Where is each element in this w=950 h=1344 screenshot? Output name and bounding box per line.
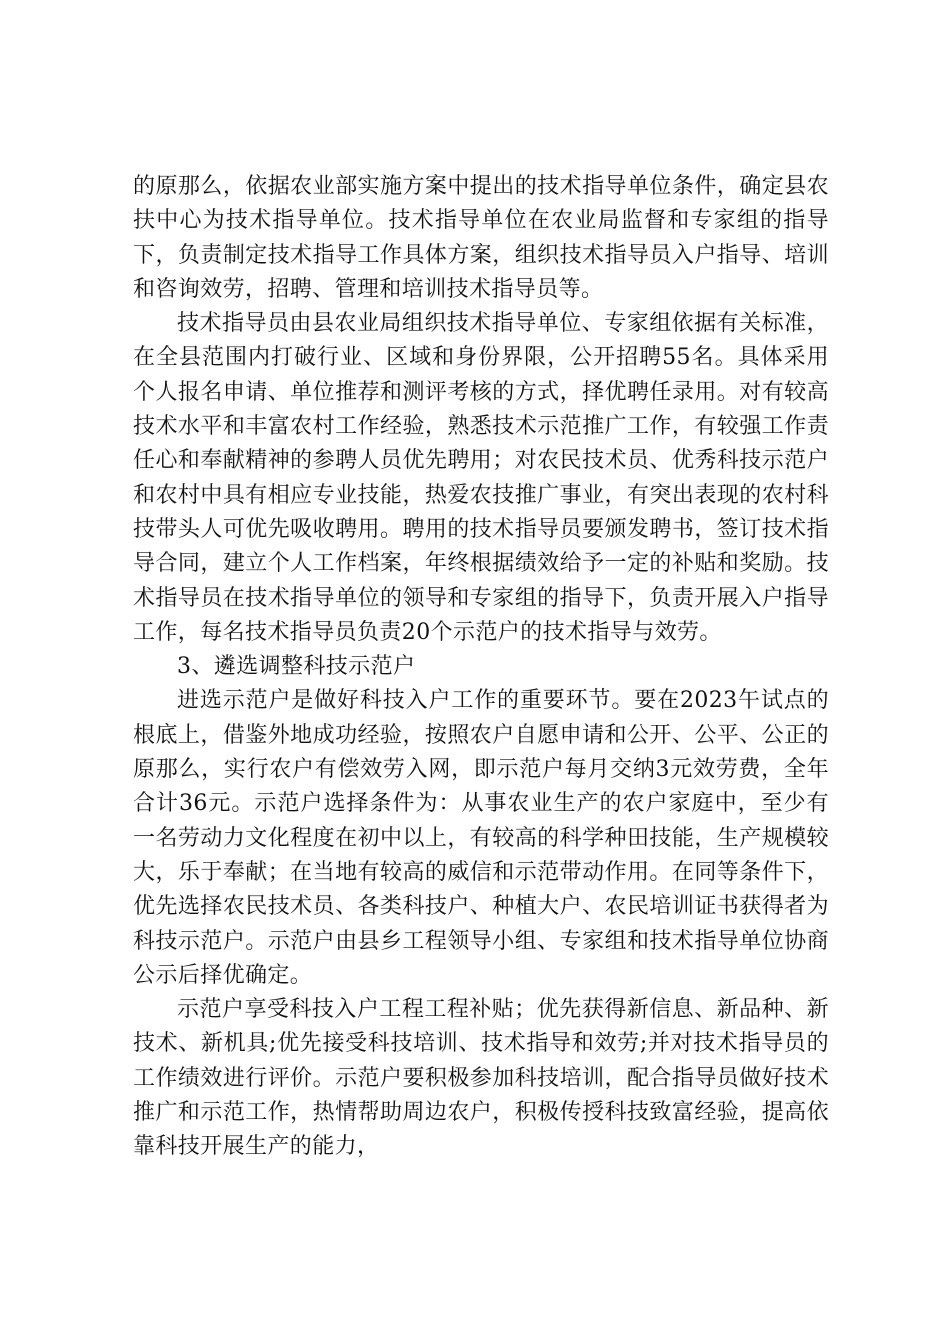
document-body [133, 170, 829, 1165]
section-heading: 3、遴选调整科技示范户 [177, 654, 416, 680]
paragraph-demo-household-selection: 进选示范户是做好科技入户工作的重要环节。要在2023午试点的根底上，借鉴外地成功经验，按照农户自愿申请和公开、公平、公正的原那么，实行农户有偿效劳入网，即示范户每月交纳3元效劳费，全年合计36元。示范户选择条件为：从事农业生产的农户家庭中，至少有一名劳动力文化程度在初中以上，有较高的科学种田技能，生产规模较大，乐于奉献；在当地有较高的威信和示范带动作用。在同等条件下，优先选择农民技术员、各类科技户、种植大户、农民培训证书获得者为科技示范户。示范户由县乡工程领导小组、专家组和技术指导单位协商公示后择优确定。 [133, 688, 829, 988]
paragraph-demo-household-benefits: 示范户享受科技入户工程工程补贴；优先获得新信息、新品种、新技术、新机具;优先接受科技培训、技术指导和效劳;并对技术指导员的工作绩效进行评价。示范户要积极参加科技培训，配合指导员做好技术推广和示范工作，热情帮助周边农户，积极传授科技致富经验，提高依靠科技开展生产的能力， [133, 997, 829, 1160]
paragraph-technical-guides: 技术指导员由县农业局组织技术指导单位、专家组依据有关标准，在全县范围内打破行业、区域和身份界限，公开招聘55名。具体采用个人报名申请、单位推荐和测评考核的方式，择优聘任录用。对有较高技术水平和丰富农村工作经验，熟悉技术示范推广工作，有较强工作责任心和奉献精神的参聘人员优先聘用；对农民技术员、优秀科技示范户和农村中具有相应专业技能，热爱农技推广事业，有突出表现的农村科技带头人可优先吸收聘用。聘用的技术指导员要颁发聘书，签订技术指导合同，建立个人工作档案，年终根据绩效给予一定的补贴和奖励。技术指导员在技术指导单位的领导和专家组的指导下，负责开展入户指导工作，每名技术指导员负责20个示范户的技术指导与效劳。 [133, 311, 829, 645]
paragraph-continuation: 的原那么，依据农业部实施方案中提出的技术指导单位条件，确定县农扶中心为技术指导单位。技术指导单位在农业局监督和专家组的指导下，负责制定技术指导工作具体方案，组织技术指导员入户指导、培训和咨询效劳，招聘、管理和培训技术指导员等。 [133, 174, 829, 302]
